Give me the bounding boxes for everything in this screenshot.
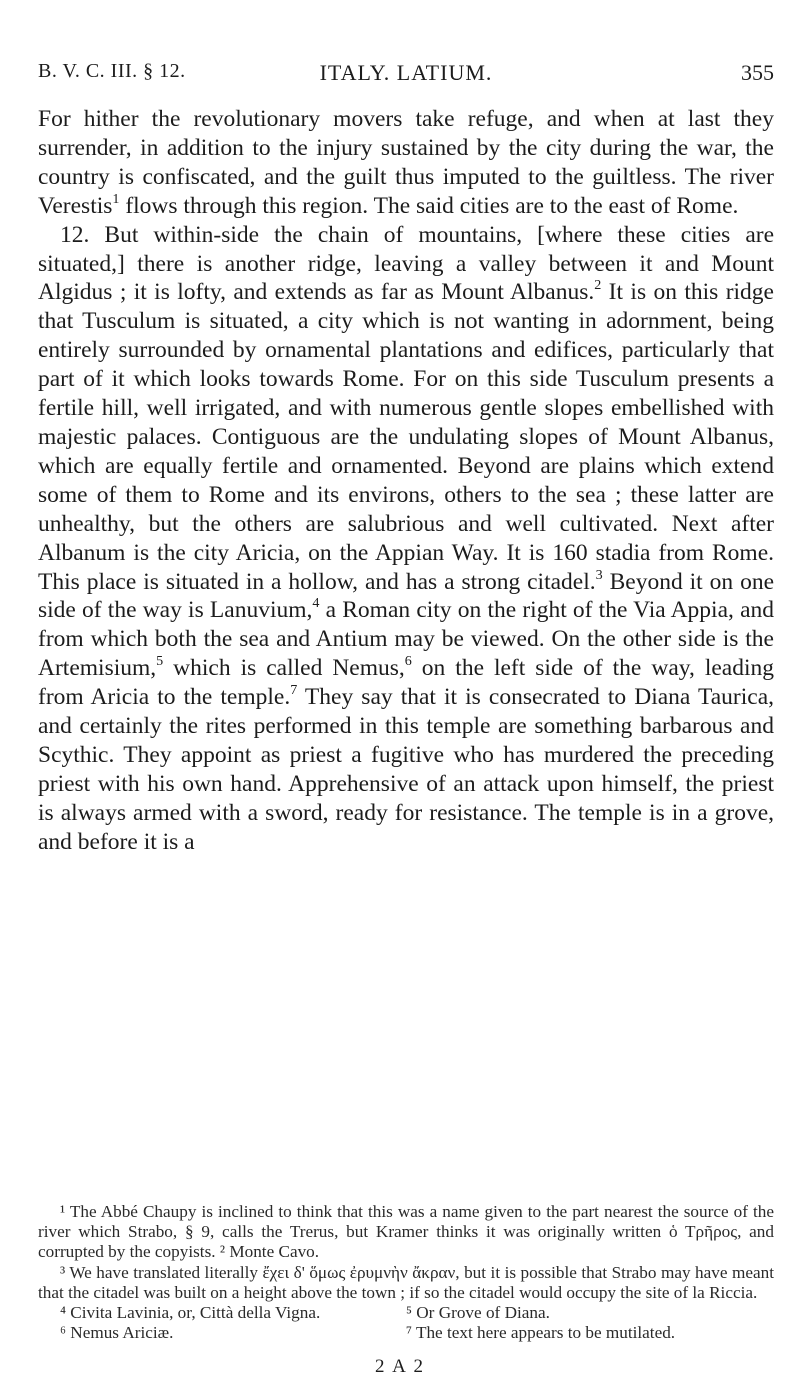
footnote-2-text: ² Monte Cavo. <box>219 1242 320 1262</box>
footnote-ref-3: 3 <box>595 566 603 583</box>
footnote-ref-7: 7 <box>290 682 298 699</box>
footnote-3: ³ We have translated literally ἔχει δ' ὅμως ἐρυμνὴν ἄκραν, but it is possible that Strabo may have meant that the citadel was built on a height above the town ; if so the citadel would occupy the site of la Riccia. <box>38 1262 774 1302</box>
running-head <box>38 60 774 90</box>
text-run: 12. But within-side the chain of mountains, [where these cities are situated,] there is another ridge, leaving a valley between it and Mount Algidus ; it is lofty, and extends as far as Mount Albanus. <box>38 221 774 306</box>
footnote-row-4-5 <box>38 1303 774 1323</box>
paragraph-12 <box>38 221 774 857</box>
page-number: 355 <box>741 60 774 85</box>
footnotes <box>38 1202 774 1343</box>
footnote-ref-6: 6 <box>404 653 412 670</box>
text-run: flows through this region. The said cities are to the east of Rome. <box>119 192 739 219</box>
text-run: Beyond it on one side of the way is Lanuvium, <box>38 568 775 624</box>
paragraph-1 <box>38 105 774 221</box>
footnote-4: ⁴ Civita Lavinia, or, Città della Vigna. <box>60 1303 321 1323</box>
text-run: on the left side of the way, leading from Aricia to the temple. <box>38 655 774 711</box>
footnote-6: ⁶ Nemus Ariciæ. <box>60 1323 174 1343</box>
footnote-1-text: ¹ The Abbé Chaupy is inclined to think that this was a name given to the part nearest the source of the river which Strabo, § 9, calls the Trerus, but Kramer thinks it was originally written ὁ Τρῆρος, and corrupted by the copyists. <box>38 1202 774 1262</box>
footnote-1 <box>38 1202 774 1263</box>
section-reference: B. V. C. III. § 12. <box>38 60 186 82</box>
page-heading: ITALY. LATIUM. <box>319 60 493 85</box>
signature-mark: 2 A 2 <box>374 1356 426 1377</box>
text-run: For hither the revolutionary movers take refuge, and when at last they surrender, in addition to the injury sustained by the city during the war, the country is confiscated, and the guilt thus imputed to the guiltless. The river Verestis <box>38 106 774 219</box>
text-run: which is called Nemus, <box>163 655 405 682</box>
text-run: It is on this ridge that Tusculum is situated, a city which is not wanting in adornment, being entirely surrounded by ornamental plantations and edifices, particularly that part of it which looks towards Rome. For on this side Tusculum presents a fertile hill, well irrigated, and with numerous gentle slopes embellished with majestic palaces. Contiguous are the undulating slopes of Mount Albanus, which are equally fertile and ornamented. Beyond are plains which extend some of them to Rome and its environs, others to the sea ; these latter are unhealthy, but the others are salubrious and well cultivated. Next after Albanum is the city Aricia, on the Appian Way. It is 160 stadia from Rome. This place is situated in a hollow, and has a strong citadel. <box>38 279 774 595</box>
footnote-ref-4: 4 <box>312 595 320 612</box>
main-text <box>38 105 774 857</box>
text-run: They say that it is consecrated to Diana Taurica, and certainly the rites performed in this temple are something barbarous and Scythic. They appoint as priest a fugitive who has murdered the preceding priest with his own hand. Apprehensive of an attack upon himself, the priest is always armed with a sword, ready for resistance. The temple is in a grove, and before it is a <box>38 684 774 855</box>
footnote-ref-5: 5 <box>156 653 164 670</box>
footnote-7: ⁷ The text here appears to be mutilated. <box>405 1323 676 1343</box>
footnote-5: ⁵ Or Grove of Diana. <box>405 1303 550 1323</box>
footnote-ref-1: 1 <box>112 190 120 207</box>
footnote-row-6-7 <box>38 1323 774 1343</box>
text-run: a Roman city on the right of the Via Appia, and from which both the sea and Antium may be viewed. On the other side is the Artemisium, <box>38 597 774 682</box>
footnote-ref-2: 2 <box>594 277 602 294</box>
